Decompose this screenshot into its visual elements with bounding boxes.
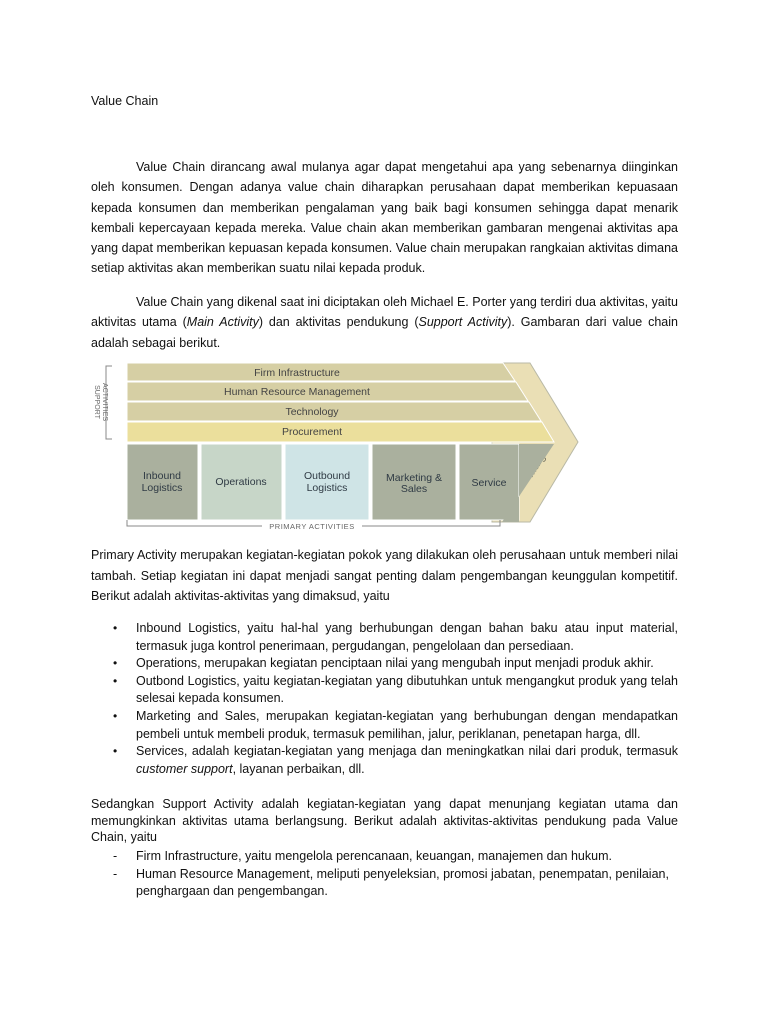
primary-activities-label: PRIMARY ACTIVITIES bbox=[269, 522, 355, 531]
primary-label-marketing-1: Marketing & bbox=[385, 472, 443, 484]
list-item-text: Firm Infrastructure, yaitu mengelola perencanaan, keuangan, manajemen dan hukum. bbox=[136, 849, 612, 863]
support-activity-rows bbox=[127, 363, 554, 442]
list-item-text: Marketing and Sales, merupakan kegiatan-kegiatan yang berhubungan dengan mendapatkan pembeli untuk membeli produk, termasuk pemilihan, jalur, periklanan, penetapan harga, dll. bbox=[136, 708, 678, 741]
list-item-text: Human Resource Management, meliputi penyeleksian, promosi jabatan, penempatan, penilaian, penghargaan dan pengembangan. bbox=[136, 866, 669, 899]
list-item bbox=[91, 620, 678, 655]
porter-text-between: ) dan aktivitas pendukung ( bbox=[258, 315, 419, 330]
bullet-icon: • bbox=[113, 621, 118, 635]
support-row-label-2: Human Resource Management bbox=[224, 386, 370, 398]
primary-label-outbound-2: Logistics bbox=[306, 482, 348, 494]
primary-label-inbound-2: Logistics bbox=[141, 482, 183, 494]
list-item bbox=[91, 655, 678, 673]
bullet-icon: • bbox=[113, 744, 118, 759]
list-item bbox=[91, 708, 678, 743]
support-side-label-2: ACTIVITIES bbox=[101, 382, 108, 422]
value-chain-diagram bbox=[92, 360, 592, 532]
support-activity-paragraph: Sedangkan Support Activity adalah kegiatan-kegiatan yang dapat menunjang kegiatan utama dan memungkinkan aktivitas utama berlangsung. Berikut adalah aktivitas-aktivitas pendukung pada Value Chain, yaitu bbox=[91, 797, 678, 844]
primary-label-service: Service bbox=[471, 477, 507, 489]
support-side-label-1: SUPPORT bbox=[93, 385, 100, 419]
list-item-text: Operations, merupakan kegiatan penciptaan nilai yang mengubah input menjadi produk akhir. bbox=[136, 656, 654, 671]
primary-label-operations: Operations bbox=[215, 476, 267, 488]
primary-activity-list bbox=[91, 620, 678, 778]
support-row-label-3: Technology bbox=[285, 406, 339, 418]
primary-label-outbound-1: Outbound bbox=[303, 470, 351, 482]
main-activity-term: Main Activity bbox=[186, 315, 259, 330]
list-item-text: Services, adalah kegiatan-kegiatan yang menjaga dan meningkatkan nilai dari produk, termasuk bbox=[136, 744, 678, 759]
porter-text-after: ). Gambaran dari value chain adalah sebagai berikut. bbox=[91, 315, 678, 350]
bullet-icon: • bbox=[113, 708, 118, 723]
list-item bbox=[91, 673, 678, 708]
dash-icon: - bbox=[113, 849, 118, 863]
primary-activity-paragraph: Primary Activity merupakan kegiatan-kegiatan pokok yang dilakukan oleh perusahaan untuk memberi nilai tambah. Setiap kegiatan ini dapat menjadi sangat penting dalam pengembangan keunggulan kompetitif. Berikut adalah aktivitas-aktivitas yang dimaksud, yaitu bbox=[91, 548, 678, 603]
list-item bbox=[91, 848, 678, 866]
list-item-text: Inbound Logistics, yaitu hal-hal yang berhubungan dengan bahan baku atau input material, termasuk juga kontrol penerimaan, pergudangan, pengelolaan dan persediaan. bbox=[136, 621, 678, 653]
primary-label-inbound-1: Inbound bbox=[143, 470, 181, 482]
list-item bbox=[91, 866, 678, 901]
support-row-label-1: Firm Infrastructure bbox=[254, 367, 340, 379]
support-row-label-4: Procurement bbox=[281, 426, 343, 438]
primary-label-marketing-2: Sales bbox=[400, 483, 428, 495]
list-item-text-after: , layanan perbaikan, dll. bbox=[232, 761, 365, 776]
bullet-icon: • bbox=[113, 673, 118, 688]
bullet-icon: • bbox=[113, 656, 118, 671]
page-title: Value Chain bbox=[91, 94, 159, 108]
support-activity-list bbox=[91, 848, 678, 901]
customer-support-term: customer support bbox=[136, 761, 233, 776]
dash-icon: - bbox=[113, 866, 118, 881]
porter-paragraph bbox=[91, 292, 678, 353]
list-item bbox=[91, 743, 678, 778]
porter-text-before: Value Chain yang dikenal saat ini diciptakan oleh Michael E. Porter yang terdiri dua aktivitas, yaitu aktivitas utama ( bbox=[91, 295, 678, 330]
intro-paragraph: Value Chain dirancang awal mulanya agar dapat mengetahui apa yang sebenarnya diinginkan oleh konsumen. Dengan adanya value chain diharapkan perusahaan dapat memberikan kepuasaan kepada konsumen dan memberikan pengalaman yang baik bagi konsumen sehingga dapat menarik kembali kepercayaan kepada mereka. Value chain akan memberikan gambaran mengenai aktivitas apa yang dapat memberikan kepuasan kepada konsumen. Value chain merupakan rangkaian aktivitas dimana setiap aktivitas akan memberikan suatu nilai kepada produk. bbox=[91, 160, 678, 276]
primary-activity-boxes bbox=[127, 444, 554, 522]
list-item-text: Outbond Logistics, yaitu kegiatan-kegiatan yang dibutuhkan untuk mengangkut produk yang telah selesai kepada konsumen. bbox=[136, 673, 678, 706]
support-activity-term: Support Activity bbox=[418, 315, 508, 330]
